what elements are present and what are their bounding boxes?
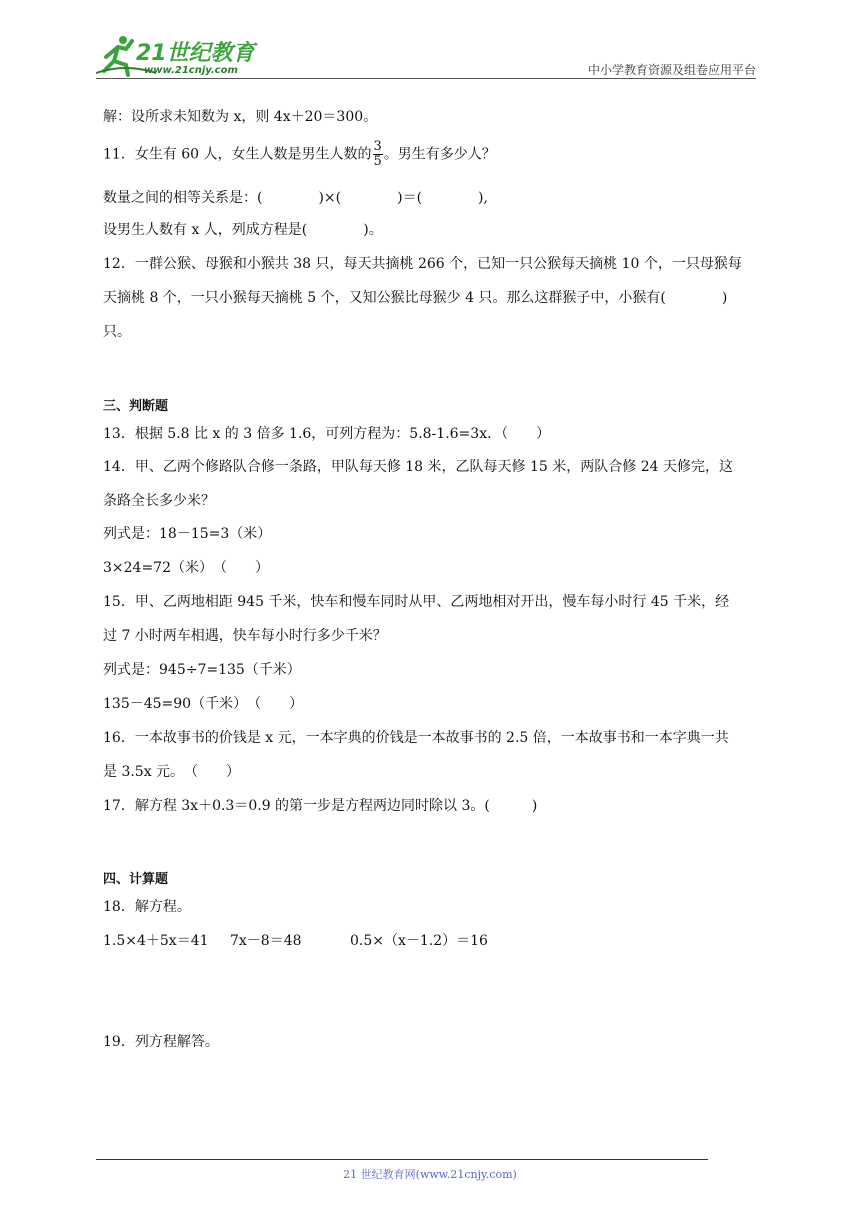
question-15-line1: 15．甲、乙两地相距 945 千米，快车和慢车同时从甲、乙两地相对开出，慢车每小时行 45 千米，经 (103, 594, 730, 610)
fraction-3-5 (373, 140, 383, 169)
runner-logo-icon (96, 33, 266, 77)
question-16-line1: 16．一本故事书的价钱是 x 元，一本字典的价钱是一本故事书的 2.5 倍，一本故事书和一本字典一共 (103, 730, 729, 746)
q11-text-a: 11．女生有 60 人，女生人数是男生人数的 (103, 146, 372, 163)
question-16-line2: 是 3.5x 元。 （ ） (103, 764, 241, 780)
question-14-line1: 14．甲、乙两个修路队合修一条路，甲队每天修 18 米，乙队每天修 15 米，两队合修 24 天修完，这 (103, 459, 733, 475)
question-12-line3: 只。 (103, 324, 131, 340)
question-19: 19．列方程解答。 (103, 1034, 219, 1050)
question-14-line2: 条路全长多少米？ (103, 493, 215, 509)
question-11 (103, 140, 496, 169)
header-divider (96, 78, 756, 79)
logo-url-text: www.21cnjy.com (144, 65, 238, 76)
question-12-line1: 12．一群公猴、母猴和小猴共 38 只，每天共摘桃 266 个，已知一只公猴每天摘桃 10 个，一只母猴每 (103, 256, 742, 272)
question-15-line4: 135－45=90（千米） （ ） (103, 696, 304, 712)
equation-2: 7x－8＝48 (230, 933, 302, 949)
fraction-denominator: 5 (373, 154, 382, 169)
platform-name: 中小学教育资源及组卷应用平台 (587, 63, 756, 77)
question-14-line4: 3×24=72（米） （ ） (103, 560, 269, 576)
q11-equation: 设男生人数有 x 人，列成方程是( )。 (103, 222, 383, 238)
equation-3: 0.5×（x－1.2）＝16 (350, 933, 488, 949)
solution-line: 解：设所求未知数为 x，则 4x＋20＝300。 (103, 109, 378, 125)
question-15-line2: 过 7 小时两车相遇，快车每小时行多少千米？ (103, 628, 387, 644)
logo-main-text: 21世纪教育 (136, 41, 255, 66)
section-judgment: 三、判断题 (103, 399, 169, 414)
question-13: 13．根据 5.8 比 x 的 3 倍多 1.6，可列方程为：5.8-1.6=3x．（ ） (103, 426, 551, 442)
question-15-line3: 列式是：945÷7=135（千米） (103, 662, 301, 678)
q11-relation: 数量之间的相等关系是：( )×( )＝( ), (103, 190, 488, 206)
question-17: 17．解方程 3x＋0.3＝0.9 的第一步是方程两边同时除以 3。( ) (103, 798, 538, 814)
footer-link[interactable]: 21 世纪教育网(www.21cnjy.com) (343, 1168, 517, 1181)
footer-divider (96, 1159, 708, 1160)
equation-1: 1.5×4＋5x＝41 (103, 933, 209, 949)
question-14-line3: 列式是：18－15=3（米） (103, 526, 272, 542)
section-calculation: 四、计算题 (103, 872, 169, 887)
question-12-line2: 天摘桃 8 个，一只小猴每天摘桃 5 个，又知公猴比母猴少 4 只。那么这群猴子中，小猴有( ) (103, 290, 728, 306)
question-18: 18．解方程。 (103, 899, 191, 915)
site-logo (96, 33, 266, 77)
q11-text-b: 。男生有多少人？ (383, 146, 496, 163)
fraction-numerator: 3 (373, 139, 382, 154)
